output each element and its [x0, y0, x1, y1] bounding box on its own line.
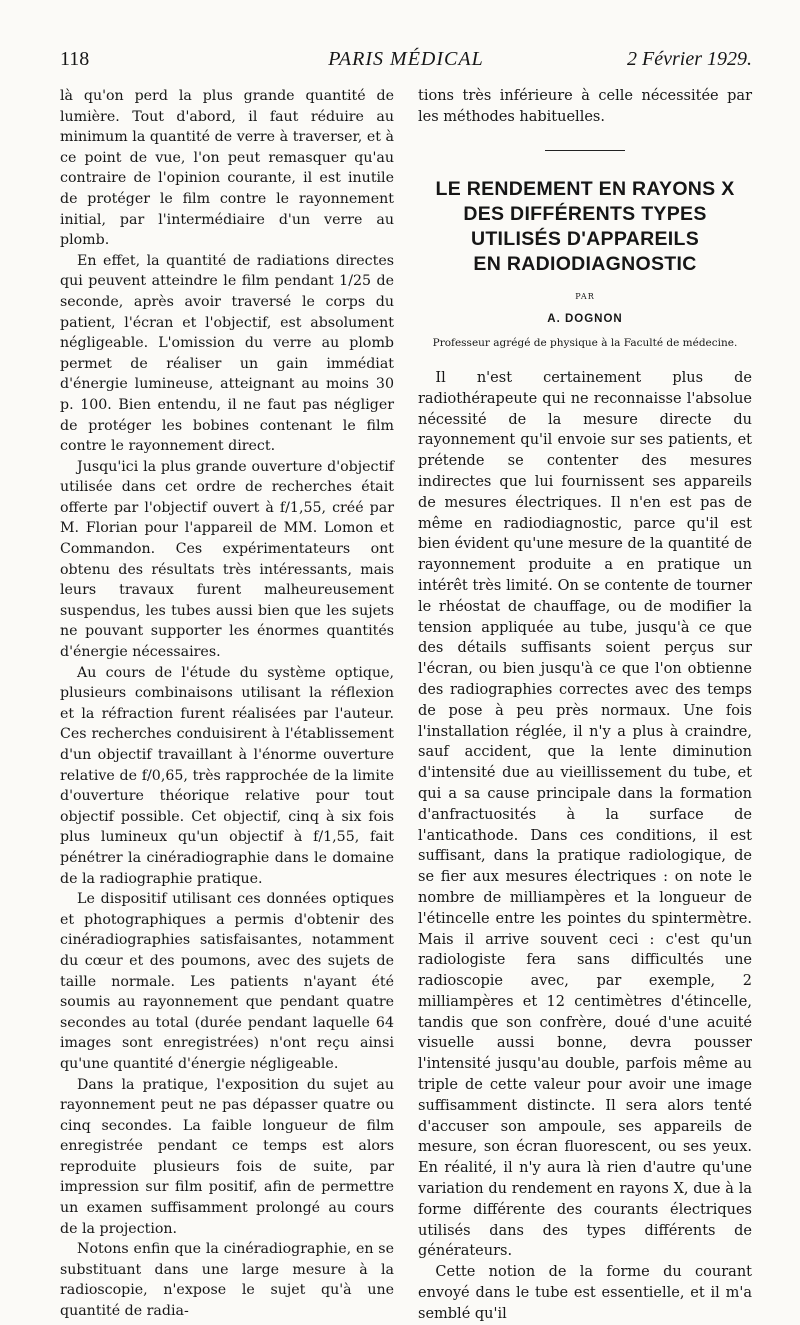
title-line: UTILISÉS D'APPAREILS [470, 227, 700, 250]
journal-title: PARIS MÉDICAL [328, 48, 484, 70]
author-affiliation: Professeur agrégé de physique à la Faculté de médecine. [432, 337, 738, 350]
running-header [60, 48, 752, 78]
title-line: EN RADIODIAGNOSTIC [473, 252, 697, 275]
body-paragraph: En effet, la quantité de radiations directes qui peuvent atteindre le film pendant 1/25 de seconde, après avoir traversé le corps du patient, l'écran et l'objectif, est absolument négligeable. L'omission du verre au plomb permet de réaliser un gain immédiat d'énergie lumineuse, atteignant au moins 30 p. 100. Bien entendu, il ne faut pas négliger de protéger les bobines contenant le film contre le rayonnement direct. [60, 252, 394, 455]
continuation-paragraph: tions très inférieure à celle nécessitée par les méthodes habituelles. [418, 88, 752, 125]
left-column [60, 86, 394, 1325]
body-paragraph: Il n'est certainement plus de radiothérapeute qui ne reconnaisse l'absolue nécessité de la mesure directe du rayonnement qu'il envoie sur ses patients, et prétende se contenter des mesures indirectes que lui fournissent ses appareils de mesures électriques. Il n'en est pas de même en radiodiagnostic, parce qu'il est bien évident qu'une mesure de la quantité de rayonnement produite a en pratique un intérêt très limité. On se contente de tourner le rhéostat de chauffage, ou de modifier la tension appliquée au tube, jusqu'à ce que des détails suffisants soient perçus sur l'écran, ou bien jusqu'à ce que l'on obtienne des radiographies correctes avec des temps de pose à peu près normaux. Une fois l'installation réglée, il n'y a plus à craindre, sauf accident, que la lente diminution d'intensité due au vieillissement du tube, et qui a sa cause principale dans la formation d'anfractuosités à la surface de l'anticathode. Dans ces conditions, il est suffisant, dans la pratique radiologique, de se fier aux mesures électriques : on note le nombre de milliampères et la longueur de l'étincelle entre les pointes du spintermètre. Mais il arrive souvent ceci : c'est qu'un radiologiste fera sans difficultés une radioscopie avec, par exemple, 2 milliampères et 12 centimètres d'étincelle, tandis que son confrère, doué d'une acuité visuelle aussi bonne, devra pousser l'intensité jusqu'au double, parfois même au triple de cette valeur pour avoir une image suffisamment distincte. Il sera alors tenté d'accuser son ampoule, ses appareils de mesure, son écran fluorescent, ou ses yeux. En réalité, il n'y aura là rien d'autre qu'une variation du rendement en rayons X, due à la forme différente des courants électriques utilisés dans des types différents de générateurs. [418, 369, 752, 1260]
body-paragraph: Le dispositif utilisant ces données optiques et photographiques a permis d'obtenir des cinéradiographies satisfaisantes, notamment du cœur et des poumons, avec des sujets de taille normale. Les patients n'ayant été soumis au rayonnement que pendant quatre secondes au total (durée pendant laquelle 64 images sont enregistrées) n'ont reçu ainsi qu'une quantité d'énergie négligeable. [60, 891, 394, 1072]
section-separator [545, 150, 625, 151]
title-line: LE RENDEMENT EN RAYONS X [435, 177, 735, 200]
two-column-body [60, 86, 752, 1325]
body-paragraph: Cette notion de la forme du courant envoyé dans le tube est essentielle, et il m'a semblé qu'il [418, 1264, 752, 1322]
article-title [418, 177, 752, 277]
author-name: A. DOGNON [547, 313, 623, 326]
body-paragraph: Notons enfin que la cinéradiographie, en se substituant dans une large mesure à la radioscopie, n'expose le sujet qu'à une quantité de radia- [60, 1241, 394, 1320]
body-paragraph: Jusqu'ici la plus grande ouverture d'objectif utilisée dans cet ordre de recherches était offerte par l'objectif ouvert à f/1,55, créé par M. Florian pour l'appareil de MM. Lomon et Commandon. Ces expérimentateurs ont obtenu des résultats très intéressants, mais leurs travaux furent malheureusement suspendus, les tubes aussi bien que les sujets ne pouvant supporter les énormes quantités d'énergie nécessaires. [60, 458, 394, 661]
body-paragraph: Dans la pratique, l'exposition du sujet au rayonnement peut ne pas dépasser quatre ou cinq secondes. La faible longueur de film enregistrée pendant ce temps est alors reproduite plusieurs fois de suite, par impression sur film positif, afin de permettre un examen suffisamment prolongé au cours de la projection. [60, 1076, 394, 1237]
body-paragraph: là qu'on perd la plus grande quantité de lumière. Tout d'abord, il faut réduire au minimum la quantité de verre à traverser, et à ce point de vue, l'on peut remasquer qu'au contraire de l'opinion courante, il est inutile de protéger le film contre le rayonnement initial, par l'intermédiaire d'un verre au plomb. [60, 88, 394, 249]
page-number: 118 [60, 48, 90, 70]
right-column [418, 86, 752, 1325]
body-paragraph: Au cours de l'étude du système optique, plusieurs combinaisons utilisant la réflexion et la réfraction furent réalisées par l'auteur. Ces recherches conduisirent à l'établissement d'un objectif travaillant à l'énorme ouverture relative de f/0,65, très rapprochée de la limite d'ouverture théorique relative pour tout objectif possible. Cet objectif, cinq à six fois plus lumineux qu'un objectif à f/1,55, fait pénétrer la cinéradiographie dans le domaine de la radiographie pratique. [60, 664, 394, 887]
by-label: PAR [575, 291, 595, 301]
issue-date: 2 Février 1929. [627, 48, 752, 70]
title-line: DES DIFFÉRENTS TYPES [463, 202, 707, 225]
